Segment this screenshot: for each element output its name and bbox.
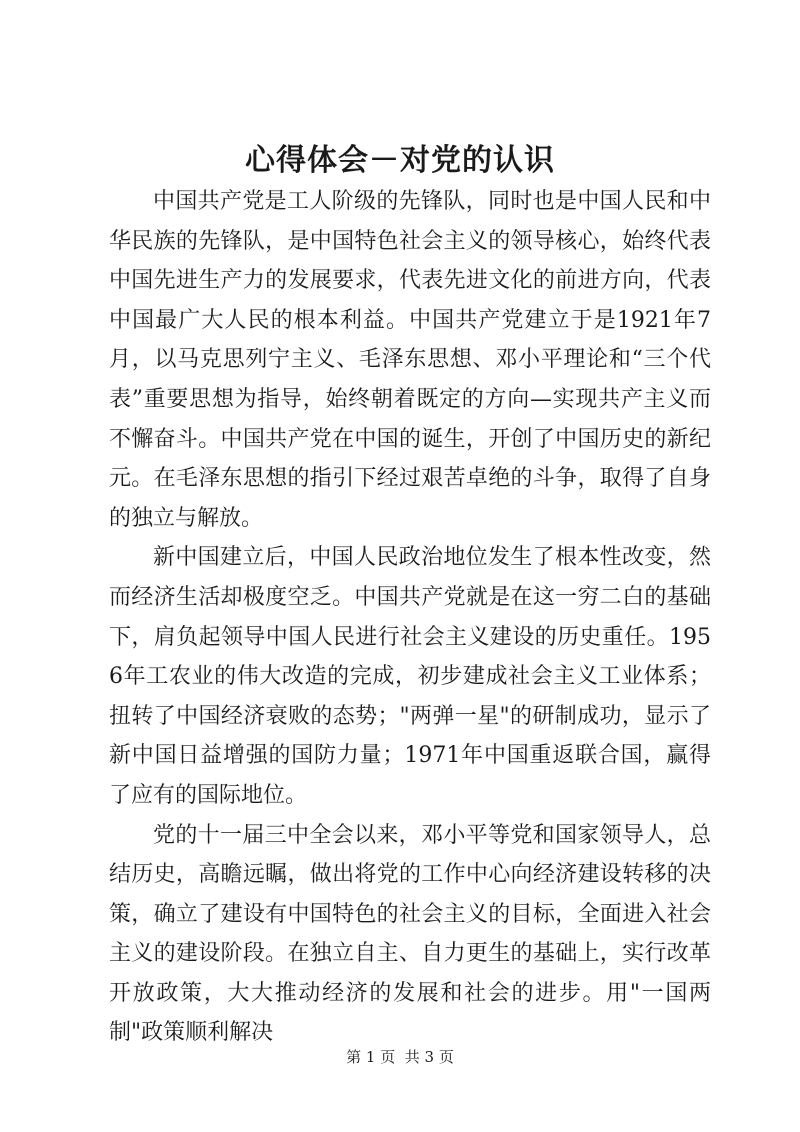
paragraph-1: 中国共产党是工人阶级的先锋队，同时也是中国人民和中华民族的先锋队，是中国特色社会主义的领导核心，始终代表中国先进生产力的发展要求，代表先进文化的前进方向，代表中国最广大人民的根本利益。中国共产党建立于是1921年7月，以马克思列宁主义、毛泽东思想、邓小平理论和“三个代表”重要思想为指导，始终朝着既定的方向—实现共产主义而不懈奋斗。中国共产党在中国的诞生，开创了中国历史的新纪元。在毛泽东思想的指引下经过艰苦卓绝的斗争，取得了自身的独立与解放。 bbox=[109, 189, 711, 531]
document-body bbox=[109, 182, 711, 1053]
paragraph-3: 党的十一届三中全会以来，邓小平等党和国家领导人，总结历史，高瞻远瞩，做出将党的工作中心向经济建设转移的决策，确立了建设有中国特色的社会主义的目标，全面进入社会主义的建设阶段。在独立自主、自力更生的基础上，实行改革开放政策，大大推动经济的发展和社会的进步。用"一国两制"政策顺利解决 bbox=[109, 822, 711, 1046]
paragraph-2: 新中国建立后，中国人民政治地位发生了根本性改变，然而经济生活却极度空乏。中国共产党就是在这一穷二白的基础下，肩负起领导中国人民进行社会主义建设的历史重任。1956年工农业的伟大改造的完成，初步建成社会主义工业体系；扭转了中国经济衰败的态势；"两弹一星"的研制成功，显示了新中国日益增强的国防力量；1971年中国重返联合国，赢得了应有的国际地位。 bbox=[109, 545, 711, 808]
page-number-label: 第 1 页 共 3 页 bbox=[346, 1048, 454, 1066]
document-title: 心得体会－对党的认识 bbox=[245, 143, 555, 178]
page-footer bbox=[0, 1047, 800, 1067]
